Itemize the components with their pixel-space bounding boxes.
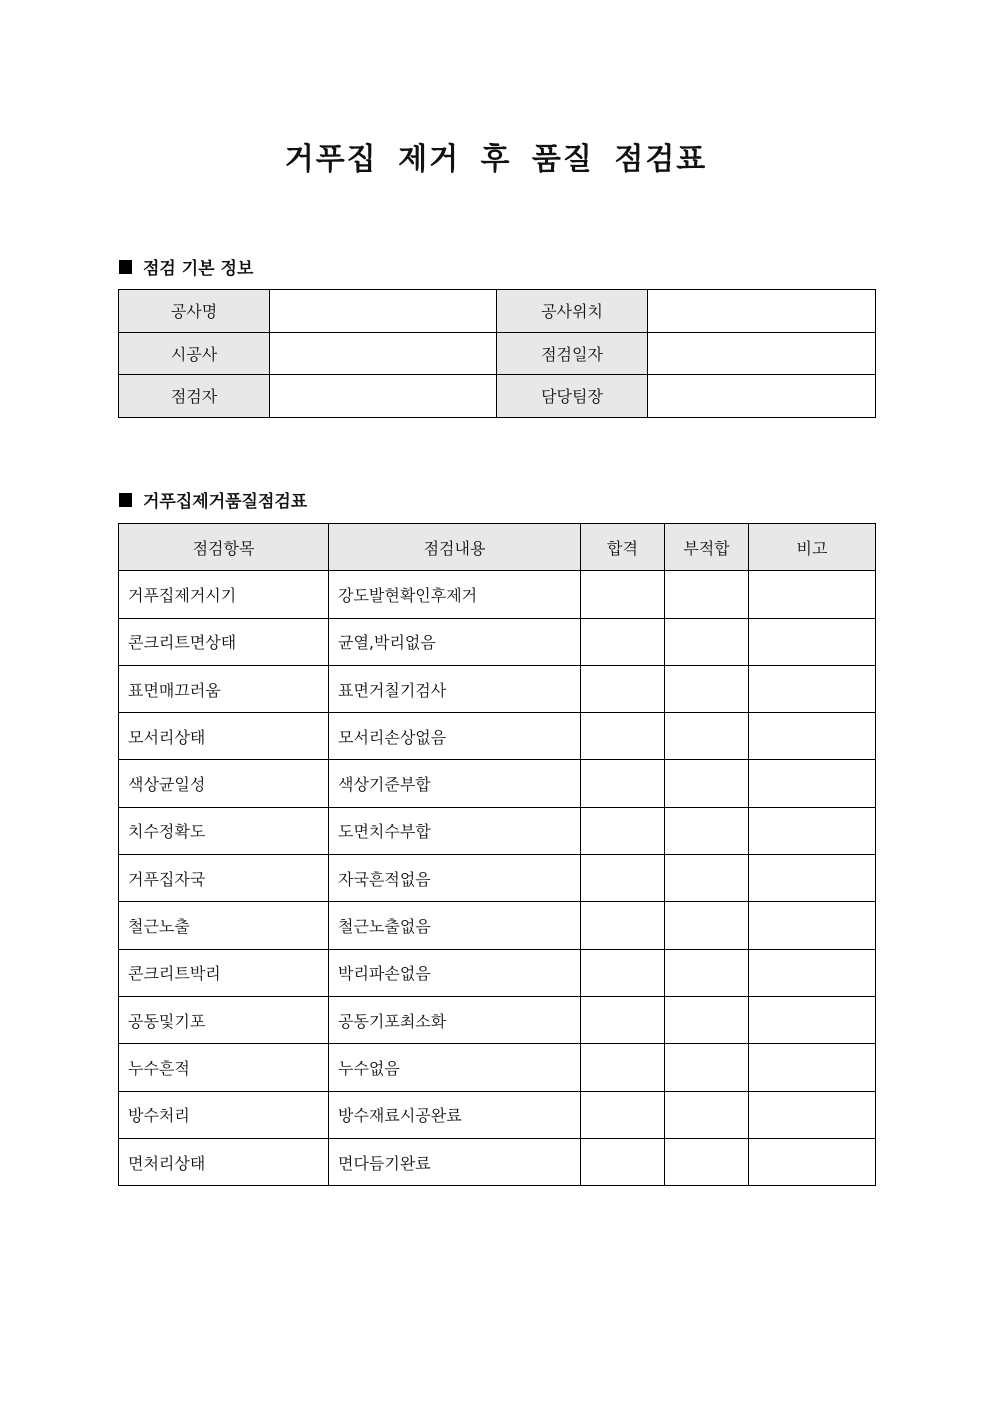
check-item-cell: 거푸집자국	[119, 855, 329, 902]
table-row	[119, 618, 876, 665]
square-bullet-icon	[119, 260, 132, 274]
info-label: 점검일자	[497, 332, 648, 375]
pass-cell[interactable]	[581, 760, 665, 807]
pass-cell[interactable]	[581, 949, 665, 996]
check-content-cell: 표면거칠기검사	[329, 665, 581, 712]
fail-cell[interactable]	[665, 1091, 749, 1138]
pass-cell[interactable]	[581, 665, 665, 712]
pass-cell[interactable]	[581, 996, 665, 1043]
remarks-cell[interactable]	[749, 949, 876, 996]
info-value-field[interactable]	[648, 375, 876, 418]
info-row	[119, 290, 876, 333]
section-heading-text: 거푸집제거품질점검표	[143, 492, 308, 512]
basic-info-table	[118, 289, 876, 418]
pass-cell[interactable]	[581, 618, 665, 665]
table-row	[119, 1091, 876, 1138]
pass-cell[interactable]	[581, 807, 665, 854]
pass-cell[interactable]	[581, 1138, 665, 1185]
section-heading-basic-info	[119, 254, 253, 279]
table-row	[119, 571, 876, 618]
check-item-cell: 면처리상태	[119, 1138, 329, 1185]
table-row	[119, 807, 876, 854]
check-content-cell: 자국흔적없음	[329, 855, 581, 902]
fail-cell[interactable]	[665, 665, 749, 712]
table-row	[119, 1138, 876, 1185]
table-row	[119, 760, 876, 807]
check-item-cell: 모서리상태	[119, 713, 329, 760]
table-row	[119, 713, 876, 760]
check-content-cell: 박리파손없음	[329, 949, 581, 996]
section-heading-checklist	[119, 487, 307, 512]
info-label: 점검자	[119, 375, 270, 418]
info-row	[119, 332, 876, 375]
check-item-cell: 누수흔적	[119, 1044, 329, 1091]
remarks-cell[interactable]	[749, 807, 876, 854]
fail-cell[interactable]	[665, 1044, 749, 1091]
fail-cell[interactable]	[665, 902, 749, 949]
check-content-cell: 철근노출없음	[329, 902, 581, 949]
check-content-cell: 도면치수부합	[329, 807, 581, 854]
fail-cell[interactable]	[665, 618, 749, 665]
check-content-cell: 균열,박리없음	[329, 618, 581, 665]
column-header: 부적합	[665, 524, 749, 571]
fail-cell[interactable]	[665, 760, 749, 807]
check-item-cell: 표면매끄러움	[119, 665, 329, 712]
pass-cell[interactable]	[581, 1091, 665, 1138]
remarks-cell[interactable]	[749, 1091, 876, 1138]
table-row	[119, 949, 876, 996]
info-label: 담당팀장	[497, 375, 648, 418]
check-content-cell: 방수재료시공완료	[329, 1091, 581, 1138]
info-value-field[interactable]	[270, 290, 497, 333]
check-content-cell: 면다듬기완료	[329, 1138, 581, 1185]
pass-cell[interactable]	[581, 713, 665, 760]
check-item-cell: 거푸집제거시기	[119, 571, 329, 618]
fail-cell[interactable]	[665, 1138, 749, 1185]
info-label: 공사위치	[497, 290, 648, 333]
check-item-cell: 콘크리트면상태	[119, 618, 329, 665]
table-header-row	[119, 524, 876, 571]
page-title: 거푸집 제거 후 품질 점검표	[284, 142, 708, 177]
table-row	[119, 1044, 876, 1091]
check-content-cell: 모서리손상없음	[329, 713, 581, 760]
check-item-cell: 치수정확도	[119, 807, 329, 854]
info-row	[119, 375, 876, 418]
fail-cell[interactable]	[665, 996, 749, 1043]
pass-cell[interactable]	[581, 1044, 665, 1091]
remarks-cell[interactable]	[749, 665, 876, 712]
pass-cell[interactable]	[581, 855, 665, 902]
column-header: 비고	[749, 524, 876, 571]
remarks-cell[interactable]	[749, 571, 876, 618]
pass-cell[interactable]	[581, 571, 665, 618]
info-value-field[interactable]	[648, 290, 876, 333]
remarks-cell[interactable]	[749, 902, 876, 949]
table-row	[119, 996, 876, 1043]
table-row	[119, 855, 876, 902]
quality-checklist-table	[118, 523, 876, 1186]
column-header: 점검항목	[119, 524, 329, 571]
section-heading-text: 점검 기본 정보	[143, 259, 254, 279]
column-header: 합격	[581, 524, 665, 571]
table-row	[119, 902, 876, 949]
info-value-field[interactable]	[648, 332, 876, 375]
check-item-cell: 철근노출	[119, 902, 329, 949]
check-content-cell: 공동기포최소화	[329, 996, 581, 1043]
square-bullet-icon	[119, 493, 132, 507]
fail-cell[interactable]	[665, 949, 749, 996]
info-label: 시공사	[119, 332, 270, 375]
remarks-cell[interactable]	[749, 855, 876, 902]
remarks-cell[interactable]	[749, 618, 876, 665]
fail-cell[interactable]	[665, 807, 749, 854]
check-content-cell: 색상기준부합	[329, 760, 581, 807]
check-item-cell: 방수처리	[119, 1091, 329, 1138]
pass-cell[interactable]	[581, 902, 665, 949]
check-item-cell: 콘크리트박리	[119, 949, 329, 996]
remarks-cell[interactable]	[749, 996, 876, 1043]
info-value-field[interactable]	[270, 332, 497, 375]
check-item-cell: 색상균일성	[119, 760, 329, 807]
remarks-cell[interactable]	[749, 760, 876, 807]
fail-cell[interactable]	[665, 571, 749, 618]
info-value-field[interactable]	[270, 375, 497, 418]
remarks-cell[interactable]	[749, 1138, 876, 1185]
remarks-cell[interactable]	[749, 1044, 876, 1091]
info-label: 공사명	[119, 290, 270, 333]
fail-cell[interactable]	[665, 855, 749, 902]
check-item-cell: 공동및기포	[119, 996, 329, 1043]
check-content-cell: 강도발현확인후제거	[329, 571, 581, 618]
fail-cell[interactable]	[665, 713, 749, 760]
check-content-cell: 누수없음	[329, 1044, 581, 1091]
column-header: 점검내용	[329, 524, 581, 571]
table-row	[119, 665, 876, 712]
remarks-cell[interactable]	[749, 713, 876, 760]
